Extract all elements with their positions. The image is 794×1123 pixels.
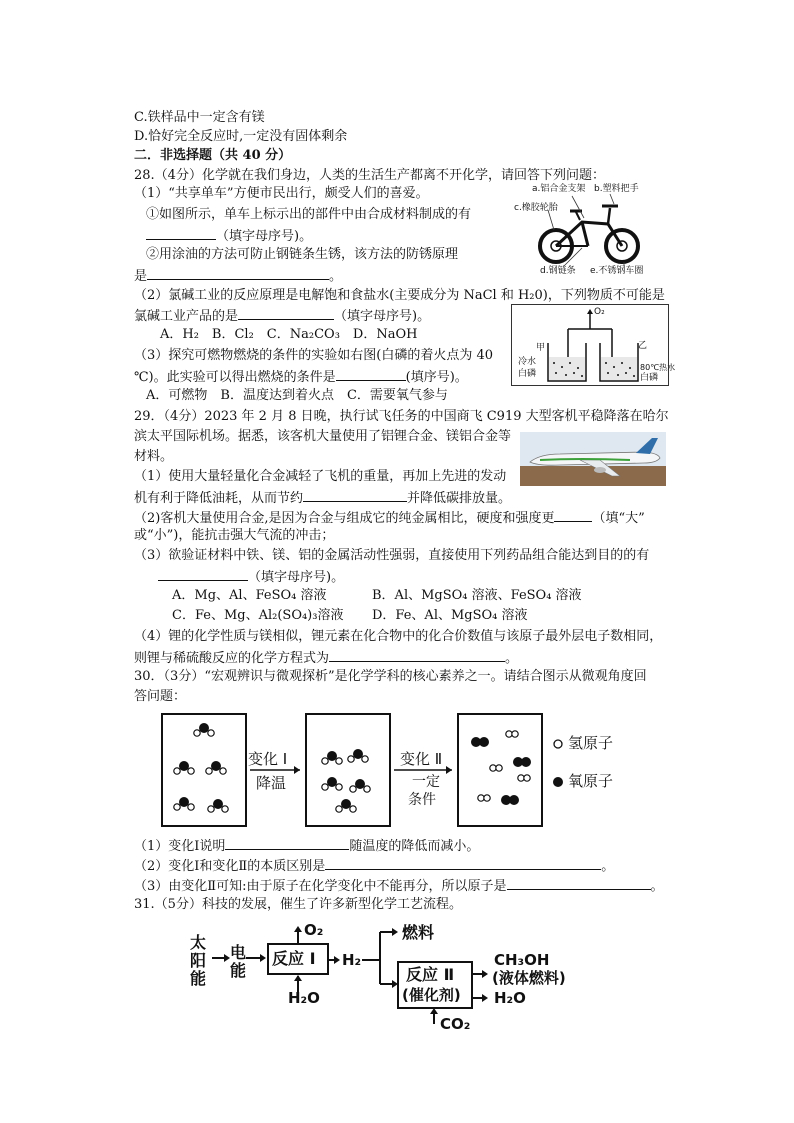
q28-p1a: ①如图所示，单车上标示出的部件中由合成材料制成的有 — [146, 207, 472, 222]
label-b: b.塑料把手 — [594, 184, 639, 194]
answer-blank[interactable] — [238, 306, 334, 320]
h2o-output: H₂O — [494, 989, 526, 1007]
q28-p1b-line: 是 。 — [134, 266, 342, 285]
condition-label-2: 条件 — [408, 792, 436, 808]
co2-input: CO₂ — [440, 1015, 471, 1033]
option-c: C.铁样品中一定含有镁 — [134, 110, 265, 125]
answer-blank[interactable] — [158, 567, 248, 581]
catalyst-label: (催化剂) — [402, 986, 461, 1004]
airplane-photo — [520, 432, 666, 486]
white-phosphorus-label-2: 白磷 — [640, 373, 659, 383]
q29-option-c: C．Fe、Mg、Al₂(SO₄)₃溶液 — [172, 608, 344, 623]
q28-p1a-line: （填字母序号)。 — [146, 226, 312, 245]
q28-p2b-line: 氯碱工业产品的是 （填字母序号)。 — [134, 306, 430, 325]
q30-p1-line: （1）变化Ⅰ说明 随温度的降低而减小。 — [134, 836, 479, 855]
cooling-label: 降温 — [256, 774, 287, 792]
answer-blank[interactable] — [325, 856, 601, 870]
change2-label: 变化 Ⅱ — [400, 750, 443, 768]
q28-p2-options: A．H₂ B．Cl₂ C．Na₂CO₃ D．NaOH — [160, 327, 418, 342]
change1-label: 变化 Ⅰ — [248, 750, 288, 768]
reaction1-box: 反应 Ⅰ — [272, 949, 316, 968]
q29-p4: （4）锂的化学性质与镁相似，锂元素在化合物中的化合价数值与该原子最外层电子数相同， — [134, 629, 663, 644]
methanol-output: CH₃OH — [494, 951, 550, 969]
q29-p1b-line: 机有利于降低油耗，从而节约 并降低碳排放量。 — [134, 488, 511, 507]
q29-p3b-line: （填字母序号)。 — [158, 567, 344, 586]
q29-option-a: A．Mg、Al、FeSO₄ 溶液 — [172, 588, 327, 603]
electric-label-1: 电 — [230, 943, 247, 962]
solar-label-2: 阳 — [190, 951, 207, 970]
combustion-experiment-figure — [511, 304, 676, 386]
q31-stem: 31.（5分）科技的发展，催生了许多新型化学工艺流程。 — [134, 897, 462, 912]
q30-p3-line: （3）由变化Ⅱ可知:由于原子在化学变化中不能再分，所以原子是 。 — [134, 876, 664, 895]
q28-p2: （2）氯碱工业的反应原理是电解饱和食盐水(主要成分为 NaCl 和 H₂0)，下列物质不可能是 — [134, 288, 665, 303]
label-d: d.钢链条 — [540, 266, 576, 276]
white-phosphorus-label-1: 白磷 — [518, 369, 537, 379]
o2-output: O₂ — [304, 921, 324, 939]
answer-blank[interactable] — [303, 488, 407, 502]
q29-p2-line: （2)客机大量使用合金,是因为合金与组成它的纯金属相比，硬度和强度更 （填“大” — [134, 508, 645, 527]
q28-p3-options: A．可燃物 B．温度达到着火点 C．需要氧气参与 — [146, 388, 448, 403]
answer-blank[interactable] — [147, 266, 329, 280]
molecule-diagram — [160, 712, 666, 828]
q30-stem-1: 30．（3分）“宏观辨识与微观探析”是化学学科的核心素养之一。请结合图示从微观角度回 — [134, 669, 647, 684]
h2o-input: H₂O — [288, 989, 320, 1007]
q29-stem-3: 材料。 — [134, 449, 174, 464]
solar-label-1: 太 — [190, 933, 207, 952]
answer-blank[interactable] — [554, 508, 592, 522]
answer-blank[interactable] — [146, 226, 216, 240]
o2-label: O₂ — [594, 307, 605, 317]
beaker-yi-label: 乙 — [638, 341, 648, 351]
process-flow-diagram — [184, 920, 594, 1036]
hydrogen-legend: 氢原子 — [568, 734, 614, 752]
section-heading: 二．非选择题（共 40 分） — [134, 148, 292, 163]
q29-stem-2: 滨太平国际机场。据悉，该客机大量使用了铝锂合金、镁铝合金等 — [134, 429, 512, 444]
label-c: c.橡胶轮胎 — [514, 203, 558, 213]
option-d: D.恰好完全反应时,一定没有固体剩余 — [134, 129, 348, 144]
q29-p4b-line: 则锂与稀硫酸反应的化学方程式为 。 — [134, 648, 518, 667]
q28-p1b: ②用涂油的方法可防止钢链条生锈，该方法的防锈原理 — [146, 247, 459, 262]
q29-stem-1: 29．（4分）2023 年 2 月 8 日晚，执行试飞任务的中国商飞 C919 大型客机平稳降落在哈尔 — [134, 409, 669, 424]
q28-stem: 28.（4分）化学就在我们身边，人类的生活生产都离不开化学，请回答下列问题： — [134, 168, 605, 183]
answer-blank[interactable] — [225, 836, 349, 850]
label-e: e.不锈钢车圈 — [590, 266, 644, 276]
q30-stem-2: 答问题： — [134, 689, 187, 704]
reaction2-box: 反应 Ⅱ — [406, 965, 455, 984]
molecule-diagram-svg — [160, 712, 666, 828]
q28-p3: （3）探究可燃物燃烧的条件的实验如右图(白磷的着火点为 40 — [134, 348, 494, 363]
q28-p3b-line: ℃)。此实验可以得出燃烧的条件是 (填序号)。 — [134, 367, 468, 386]
hot-water-label: 80℃热水 — [640, 363, 676, 372]
solar-label-3: 能 — [190, 969, 207, 988]
q30-p2-line: （2）变化Ⅰ和变化Ⅱ的本质区别是 。 — [134, 856, 614, 875]
airplane-icon — [520, 432, 666, 486]
h2-intermediate: H₂ — [342, 951, 362, 969]
answer-blank[interactable] — [329, 648, 505, 662]
q28-p1: （1）“共享单车”方便市民出行，颇受人们的喜爱。 — [134, 186, 429, 201]
q29-p3: （3）欲验证材料中铁、镁、铝的金属活动性强弱，直接使用下列药品组合能达到目的的有 — [134, 548, 650, 563]
electric-label-2: 能 — [230, 961, 247, 980]
oxygen-legend: 氧原子 — [568, 772, 614, 790]
cold-water-label: 冷水 — [518, 357, 537, 367]
beaker-jia-label: 甲 — [536, 343, 546, 353]
answer-blank[interactable] — [507, 876, 651, 890]
bicycle-figure — [512, 182, 662, 282]
fuel-output: 燃料 — [402, 923, 435, 942]
label-a: a.铝合金支架 — [532, 184, 586, 194]
q29-option-b: B．Al、MgSO₄ 溶液、FeSO₄ 溶液 — [372, 588, 582, 603]
q29-p1: （1）使用大量轻量化合金减轻了飞机的重量，再加上先进的发动 — [134, 469, 507, 484]
q29-option-d: D．Fe、Al、MgSO₄ 溶液 — [372, 608, 528, 623]
q29-p2b: 或“小”)，能抗击强大气流的冲击； — [134, 528, 335, 543]
liquid-fuel-label: (液体燃料) — [492, 969, 566, 987]
condition-label-1: 一定 — [412, 774, 440, 790]
answer-blank[interactable] — [336, 367, 406, 381]
